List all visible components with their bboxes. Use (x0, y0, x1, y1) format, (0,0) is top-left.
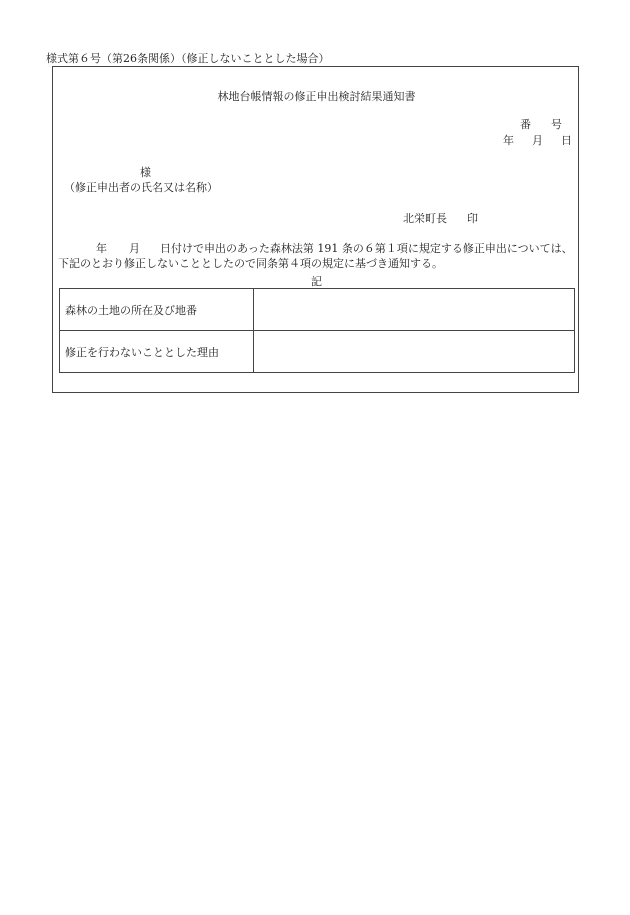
land-location-label: 森林の土地の所在及び地番 (60, 289, 254, 331)
body-month-label: 月 (129, 242, 140, 255)
table-row (60, 331, 575, 373)
items-table (59, 288, 575, 373)
document-number (520, 116, 562, 132)
issuer-name: 北栄町長 (403, 212, 447, 225)
number-label-go: 号 (551, 118, 562, 131)
date-day-label: 日 (561, 134, 572, 147)
body-paragraph (58, 241, 576, 271)
document-date (503, 132, 572, 148)
table-row (60, 289, 575, 331)
body-text: 日付けで申出のあった森林法第 191 条の６第１項に規定する修正申出については、下記のとおり修正しないこととしたので同条第４項の規定に基づき通知する。 (58, 242, 573, 270)
body-year-label: 年 (96, 242, 107, 255)
applicant-label: （修正申出者の氏名又は名称） (64, 181, 218, 194)
form-number: 様式第６号（第26条関係）（修正しないこととした場合） (46, 52, 330, 65)
date-year-label: 年 (503, 134, 514, 147)
ki-heading: 記 (311, 275, 322, 288)
number-label-ban: 番 (520, 118, 531, 131)
date-month-label: 月 (532, 134, 543, 147)
recipient-honorific: 様 (140, 166, 151, 179)
document-title: 林地台帳情報の修正申出検討結果通知書 (217, 90, 416, 103)
reason-label: 修正を行わないこととした理由 (60, 331, 254, 373)
seal-mark: 印 (467, 212, 478, 225)
notification-form (52, 66, 579, 393)
reason-value[interactable] (254, 331, 575, 373)
land-location-value[interactable] (254, 289, 575, 331)
issuer-line (403, 210, 478, 226)
